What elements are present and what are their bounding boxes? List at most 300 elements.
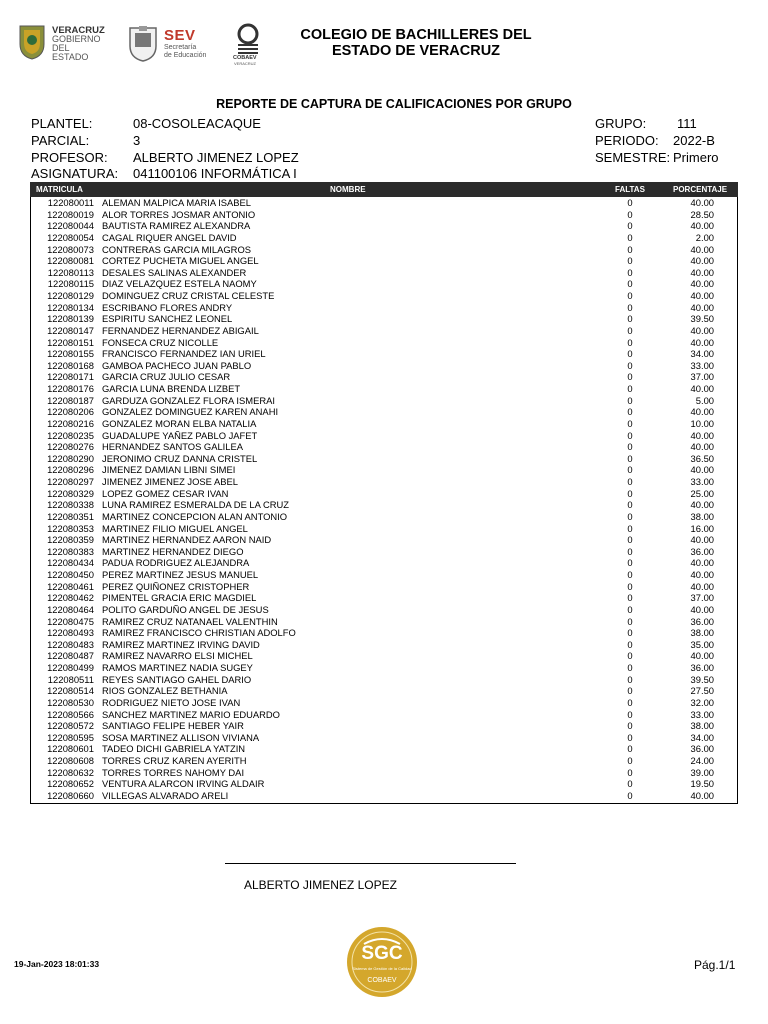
cell-porcentaje: 40.00 xyxy=(690,557,714,569)
sev-subtitle xyxy=(164,44,206,60)
table-row xyxy=(30,778,738,790)
cell-matricula: 122080351 xyxy=(47,510,94,522)
table-row xyxy=(30,685,738,697)
cell-matricula: 122080483 xyxy=(47,638,94,650)
cell-nombre: RAMIREZ MARTINEZ IRVING DAVID xyxy=(102,638,260,650)
cell-matricula: 122080359 xyxy=(47,534,94,546)
cell-matricula: 122080176 xyxy=(47,383,94,394)
cell-faltas: 0 xyxy=(627,266,633,278)
asignatura-label: ASIGNATURA: xyxy=(31,166,119,181)
cell-faltas: 0 xyxy=(627,441,633,453)
table-row xyxy=(30,662,738,674)
cell-faltas: 0 xyxy=(627,278,633,290)
cell-porcentaje: 27.50 xyxy=(690,685,714,697)
cell-porcentaje: 38.00 xyxy=(690,720,714,732)
header-faltas: FALTAS xyxy=(615,185,645,194)
cell-faltas: 0 xyxy=(627,627,633,639)
cell-matricula: 122080129 xyxy=(47,290,94,301)
cell-porcentaje: 40.00 xyxy=(690,789,714,801)
cell-faltas: 0 xyxy=(627,220,633,232)
print-timestamp: 19-Jan-2023 18:01:33 xyxy=(14,959,100,969)
cell-porcentaje: 5.00 xyxy=(695,394,714,406)
cell-matricula: 122080572 xyxy=(47,720,94,732)
cell-faltas: 0 xyxy=(627,487,633,499)
cell-matricula: 122080464 xyxy=(47,603,94,615)
cell-matricula: 122080475 xyxy=(47,615,94,627)
table-row xyxy=(30,220,738,232)
cell-faltas: 0 xyxy=(627,545,633,557)
table-row xyxy=(30,767,738,779)
cell-faltas: 0 xyxy=(627,766,633,778)
table-row xyxy=(30,569,738,581)
cell-porcentaje: 37.00 xyxy=(690,371,714,383)
veracruz-government-logo xyxy=(18,22,106,66)
cell-porcentaje: 38.00 xyxy=(690,627,714,639)
cell-faltas: 0 xyxy=(627,743,633,755)
cell-matricula: 122080493 xyxy=(47,627,94,639)
cell-matricula: 122080487 xyxy=(47,650,94,662)
cell-faltas: 0 xyxy=(627,592,633,604)
cell-porcentaje: 40.00 xyxy=(690,220,714,232)
cell-faltas: 0 xyxy=(627,650,633,662)
profesor-label: PROFESOR: xyxy=(31,150,108,165)
cell-nombre: PADUA RODRIGUEZ ALEJANDRA xyxy=(102,557,250,569)
table-row xyxy=(30,197,738,209)
cell-porcentaje: 40.00 xyxy=(690,301,714,313)
table-row xyxy=(30,255,738,267)
cell-porcentaje: 16.00 xyxy=(690,522,714,534)
table-row xyxy=(30,383,738,395)
cell-nombre: GARCIA LUNA BRENDA LIZBET xyxy=(102,383,241,394)
cell-matricula: 122080461 xyxy=(47,580,94,592)
table-row xyxy=(30,732,738,744)
cell-nombre: GONZALEZ DOMINGUEZ KAREN ANAHI xyxy=(102,406,279,418)
cell-faltas: 0 xyxy=(627,417,633,429)
table-row xyxy=(30,209,738,221)
cell-nombre: VENTURA ALARCON IRVING ALDAIR xyxy=(102,778,265,790)
cell-matricula: 122080652 xyxy=(47,778,94,790)
cell-nombre: PIMENTEL GRACIA ERIC MAGDIEL xyxy=(102,592,257,604)
cell-faltas: 0 xyxy=(627,383,633,394)
cobaev-veracruz: VERACRUZ xyxy=(234,61,257,66)
table-row xyxy=(30,441,738,453)
cell-porcentaje: 36.00 xyxy=(690,743,714,755)
sev-name: SEV xyxy=(164,27,196,44)
cell-porcentaje: 33.00 xyxy=(690,708,714,720)
cell-porcentaje: 39.50 xyxy=(690,673,714,685)
asignatura-value: 041100106 INFORMÁTICA I xyxy=(133,166,297,181)
cell-nombre: GONZALEZ MORAN ELBA NATALIA xyxy=(102,417,257,429)
cell-matricula: 122080187 xyxy=(47,394,94,406)
cell-porcentaje: 33.00 xyxy=(690,476,714,487)
veracruz-text xyxy=(52,26,106,62)
sev-sub-line2: de Educación xyxy=(164,52,207,59)
cell-faltas: 0 xyxy=(627,522,633,534)
cell-nombre: ALEMAN MALPICA MARIA ISABEL xyxy=(102,197,252,208)
cell-nombre: VILLEGAS ALVARADO ARELI xyxy=(102,789,229,801)
cell-porcentaje: 34.00 xyxy=(690,731,714,743)
grades-table-header xyxy=(30,182,738,197)
table-row xyxy=(30,790,738,802)
cell-porcentaje: 40.00 xyxy=(690,243,714,255)
table-row xyxy=(30,534,738,546)
table-row xyxy=(30,650,738,662)
header-matricula: MATRICULA xyxy=(36,185,83,194)
cell-faltas: 0 xyxy=(627,638,633,650)
cell-porcentaje: 10.00 xyxy=(690,417,714,429)
table-row xyxy=(30,523,738,535)
cell-matricula: 122080329 xyxy=(47,487,94,499)
grades-table-body xyxy=(30,197,738,802)
cell-nombre: TORRES TORRES NAHOMY DAI xyxy=(102,766,245,778)
cell-faltas: 0 xyxy=(627,208,633,220)
cell-faltas: 0 xyxy=(627,452,633,464)
cell-matricula: 122080206 xyxy=(47,406,94,418)
cell-matricula: 122080054 xyxy=(47,231,94,243)
cell-porcentaje: 19.50 xyxy=(690,778,714,790)
cell-faltas: 0 xyxy=(627,348,633,360)
table-row xyxy=(30,348,738,360)
cell-matricula: 122080151 xyxy=(47,336,94,348)
cell-matricula: 122080081 xyxy=(47,255,94,267)
signature-line xyxy=(225,863,516,864)
sgc-quality-seal xyxy=(342,926,422,998)
grupo-value: 111 xyxy=(677,116,697,131)
cell-porcentaje: 34.00 xyxy=(690,348,714,360)
table-row xyxy=(30,488,738,500)
cell-faltas: 0 xyxy=(627,301,633,313)
cell-nombre: POLITO GARDUÑO ANGEL DE JESUS xyxy=(102,603,269,615)
cell-nombre: LOPEZ GOMEZ CESAR IVAN xyxy=(102,487,229,499)
cell-faltas: 0 xyxy=(627,673,633,685)
cell-faltas: 0 xyxy=(627,534,633,546)
cell-matricula: 122080276 xyxy=(47,441,94,453)
cell-faltas: 0 xyxy=(627,569,633,580)
cell-matricula: 122080434 xyxy=(47,557,94,569)
table-row xyxy=(30,546,738,558)
cell-faltas: 0 xyxy=(627,231,633,243)
cell-porcentaje: 40.00 xyxy=(690,534,714,546)
cell-porcentaje: 40.00 xyxy=(690,580,714,592)
table-row xyxy=(30,325,738,337)
cell-nombre: MARTINEZ CONCEPCION ALAN ANTONIO xyxy=(102,510,288,522)
cell-matricula: 122080514 xyxy=(47,685,94,697)
cell-matricula: 122080235 xyxy=(47,429,94,441)
cell-porcentaje: 37.00 xyxy=(690,592,714,604)
cell-porcentaje: 39.50 xyxy=(690,313,714,325)
table-row xyxy=(30,406,738,418)
cell-nombre: JIMENEZ JIMENEZ JOSE ABEL xyxy=(102,476,238,487)
cell-nombre: JIMENEZ DAMIAN LIBNI SIMEI xyxy=(102,464,236,476)
table-row xyxy=(30,453,738,465)
cell-porcentaje: 40.00 xyxy=(690,290,714,301)
table-row xyxy=(30,743,738,755)
table-row xyxy=(30,581,738,593)
cell-nombre: RAMIREZ CRUZ NATANAEL VALENTHIN xyxy=(102,615,278,627)
table-row xyxy=(30,592,738,604)
signature-name: ALBERTO JIMENEZ LOPEZ xyxy=(244,878,397,892)
cell-porcentaje: 24.00 xyxy=(690,755,714,766)
cell-matricula: 122080139 xyxy=(47,313,94,325)
cell-nombre: GAMBOA PACHECO JUAN PABLO xyxy=(102,359,252,371)
cell-nombre: PEREZ QUIÑONEZ CRISTOPHER xyxy=(102,580,250,592)
cell-matricula: 122080113 xyxy=(47,266,94,278)
cell-nombre: MARTINEZ HERNANDEZ AARON NAID xyxy=(102,534,272,546)
cell-matricula: 122080134 xyxy=(47,301,94,313)
cell-nombre: REYES SANTIAGO GAHEL DARIO xyxy=(102,673,252,685)
cell-nombre: JERONIMO CRUZ DANNA CRISTEL xyxy=(102,452,258,464)
cell-porcentaje: 38.00 xyxy=(690,510,714,522)
cell-faltas: 0 xyxy=(627,685,633,697)
cell-matricula: 122080073 xyxy=(47,243,94,255)
cell-nombre: FRANCISCO FERNANDEZ IAN URIEL xyxy=(102,348,266,360)
cell-matricula: 122080462 xyxy=(47,592,94,604)
table-row xyxy=(30,674,738,686)
sgc-main: SGC xyxy=(361,943,403,964)
cell-faltas: 0 xyxy=(627,243,633,255)
cell-nombre: DESALES SALINAS ALEXANDER xyxy=(102,266,247,278)
cell-nombre: RAMOS MARTINEZ NADIA SUGEY xyxy=(102,662,253,673)
cell-porcentaje: 2.00 xyxy=(695,231,714,243)
institution-title xyxy=(260,27,572,59)
cell-faltas: 0 xyxy=(627,429,633,441)
cell-porcentaje: 36.00 xyxy=(690,545,714,557)
cell-matricula: 122080450 xyxy=(47,569,94,580)
cell-matricula: 122080511 xyxy=(47,673,94,685)
parcial-value: 3 xyxy=(133,133,141,148)
table-row xyxy=(30,720,738,732)
cell-nombre: SANCHEZ MARTINEZ MARIO EDUARDO xyxy=(102,708,280,720)
cell-matricula: 122080296 xyxy=(47,464,94,476)
cell-porcentaje: 40.00 xyxy=(690,324,714,336)
table-row xyxy=(30,244,738,256)
cell-matricula: 122080011 xyxy=(47,197,94,208)
cell-nombre: GARDUZA GONZALEZ FLORA ISMERAI xyxy=(102,394,275,406)
table-row xyxy=(30,709,738,721)
cell-matricula: 122080155 xyxy=(47,348,94,360)
cell-matricula: 122080297 xyxy=(47,476,94,487)
cell-nombre: CAGAL RIQUER ANGEL DAVID xyxy=(102,231,237,243)
cell-porcentaje: 40.00 xyxy=(690,278,714,290)
cell-matricula: 122080019 xyxy=(47,208,94,220)
sgc-sub: Sistema de Gestión de la Calidad xyxy=(352,966,412,971)
cell-porcentaje: 40.00 xyxy=(690,406,714,418)
cell-faltas: 0 xyxy=(627,313,633,325)
table-row xyxy=(30,395,738,407)
cell-faltas: 0 xyxy=(627,615,633,627)
cell-matricula: 122080115 xyxy=(47,278,94,290)
cell-nombre: HERNANDEZ SANTOS GALILEA xyxy=(102,441,244,453)
plantel-label: PLANTEL: xyxy=(31,116,93,131)
cell-matricula: 122080171 xyxy=(47,371,94,383)
cell-matricula: 122080566 xyxy=(47,708,94,720)
cell-matricula: 122080353 xyxy=(47,522,94,534)
cell-faltas: 0 xyxy=(627,662,633,673)
page-number: Pág.1/1 xyxy=(694,958,736,972)
table-row xyxy=(30,476,738,488)
cell-nombre: CORTEZ PUCHETA MIGUEL ANGEL xyxy=(102,255,259,267)
cell-nombre: GUADALUPE YAÑEZ PABLO JAFET xyxy=(102,429,258,441)
cell-nombre: SOSA MARTINEZ ALLISON VIVIANA xyxy=(102,731,260,743)
table-row xyxy=(30,313,738,325)
table-row xyxy=(30,557,738,569)
cell-faltas: 0 xyxy=(627,197,633,208)
table-row xyxy=(30,755,738,767)
cell-porcentaje: 40.00 xyxy=(690,383,714,394)
cell-nombre: PEREZ MARTINEZ JESUS MANUEL xyxy=(102,569,259,580)
cell-nombre: BAUTISTA RAMIREZ ALEXANDRA xyxy=(102,220,251,232)
cell-porcentaje: 40.00 xyxy=(690,441,714,453)
cell-nombre: RAMIREZ FRANCISCO CHRISTIAN ADOLFO xyxy=(102,627,296,639)
sev-logo xyxy=(128,24,218,64)
cell-faltas: 0 xyxy=(627,755,633,766)
veracruz-name: VERACRUZ xyxy=(52,25,105,36)
cell-faltas: 0 xyxy=(627,464,633,476)
cell-porcentaje: 25.00 xyxy=(690,487,714,499)
sev-sub-line1: Secretaría xyxy=(164,44,197,51)
cell-faltas: 0 xyxy=(627,510,633,522)
cell-nombre: ALOR TORRES JOSMAR ANTONIO xyxy=(102,208,256,220)
cell-nombre: FERNANDEZ HERNANDEZ ABIGAIL xyxy=(102,324,259,336)
table-row xyxy=(30,697,738,709)
cell-porcentaje: 40.00 xyxy=(690,255,714,267)
cell-faltas: 0 xyxy=(627,290,633,301)
cell-faltas: 0 xyxy=(627,778,633,790)
cell-porcentaje: 33.00 xyxy=(690,359,714,371)
semestre-label: SEMESTRE: xyxy=(595,150,671,165)
table-row xyxy=(30,337,738,349)
cell-faltas: 0 xyxy=(627,336,633,348)
table-row xyxy=(30,499,738,511)
cell-faltas: 0 xyxy=(627,394,633,406)
cell-nombre: ESCRIBANO FLORES ANDRY xyxy=(102,301,233,313)
table-row xyxy=(30,430,738,442)
cell-porcentaje: 40.00 xyxy=(690,499,714,511)
cell-nombre: ESPIRITU SANCHEZ LEONEL xyxy=(102,313,233,325)
table-row xyxy=(30,371,738,383)
cell-nombre: CONTRERAS GARCIA MILAGROS xyxy=(102,243,251,255)
veracruz-gobierno: GOBIERNO xyxy=(52,34,101,44)
institution-line2: ESTADO DE VERACRUZ xyxy=(331,43,501,59)
table-row xyxy=(30,464,738,476)
cell-porcentaje: 40.00 xyxy=(690,650,714,662)
table-row xyxy=(30,278,738,290)
cell-nombre: TORRES CRUZ KAREN AYERITH xyxy=(102,755,247,766)
periodo-label: PERIODO: xyxy=(595,133,659,148)
cell-faltas: 0 xyxy=(627,708,633,720)
cell-matricula: 122080595 xyxy=(47,731,94,743)
header-porcentaje: PORCENTAJE xyxy=(673,185,728,194)
cell-porcentaje: 40.00 xyxy=(690,429,714,441)
cell-nombre: RIOS GONZALEZ BETHANIA xyxy=(102,685,228,697)
plantel-value: 08-COSOLEACAQUE xyxy=(133,116,261,131)
cell-matricula: 122080608 xyxy=(47,755,94,766)
cell-porcentaje: 40.00 xyxy=(690,266,714,278)
cell-porcentaje: 36.00 xyxy=(690,615,714,627)
cell-matricula: 122080147 xyxy=(47,324,94,336)
table-row xyxy=(30,302,738,314)
cell-matricula: 122080601 xyxy=(47,743,94,755)
cell-porcentaje: 39.00 xyxy=(690,766,714,778)
cell-porcentaje: 40.00 xyxy=(690,197,714,208)
veracruz-estado: DEL ESTADO xyxy=(52,43,89,62)
table-row xyxy=(30,604,738,616)
semestre-value: Primero xyxy=(673,150,719,165)
table-row xyxy=(30,418,738,430)
cell-matricula: 122080660 xyxy=(47,789,94,801)
cell-porcentaje: 40.00 xyxy=(690,603,714,615)
table-row xyxy=(30,232,738,244)
grupo-label: GRUPO: xyxy=(595,116,647,131)
cell-nombre: RODRIGUEZ NIETO JOSE IVAN xyxy=(102,696,241,708)
cell-faltas: 0 xyxy=(627,406,633,418)
institution-line1: COLEGIO DE BACHILLERES DEL xyxy=(300,27,532,43)
parcial-label: PARCIAL: xyxy=(31,133,90,148)
cell-nombre: RAMIREZ NAVARRO ELSI MICHEL xyxy=(102,650,253,662)
profesor-value: ALBERTO JIMENEZ LOPEZ xyxy=(133,150,299,165)
cell-matricula: 122080383 xyxy=(47,545,94,557)
cell-nombre: LUNA RAMIREZ ESMERALDA DE LA CRUZ xyxy=(102,499,290,511)
cell-nombre: FONSECA CRUZ NICOLLE xyxy=(102,336,219,348)
cell-matricula: 122080290 xyxy=(47,452,94,464)
cell-faltas: 0 xyxy=(627,580,633,592)
table-row xyxy=(30,267,738,279)
cobaev-name: COBAEV xyxy=(233,55,257,61)
cell-porcentaje: 40.00 xyxy=(690,569,714,580)
cell-porcentaje: 40.00 xyxy=(690,464,714,476)
cell-porcentaje: 36.00 xyxy=(690,662,714,673)
table-row xyxy=(30,639,738,651)
cell-matricula: 122080338 xyxy=(47,499,94,511)
table-row xyxy=(30,360,738,372)
cell-porcentaje: 35.00 xyxy=(690,638,714,650)
cell-nombre: SANTIAGO FELIPE HEBER YAIR xyxy=(102,720,244,732)
table-row xyxy=(30,511,738,523)
cell-porcentaje: 28.50 xyxy=(690,208,714,220)
report-title: REPORTE DE CAPTURA DE CALIFICACIONES POR GRUPO xyxy=(216,97,572,111)
cell-nombre: MARTINEZ FILIO MIGUEL ANGEL xyxy=(102,522,248,534)
cell-faltas: 0 xyxy=(627,359,633,371)
cell-matricula: 122080216 xyxy=(47,417,94,429)
cell-faltas: 0 xyxy=(627,557,633,569)
table-row xyxy=(30,290,738,302)
cell-faltas: 0 xyxy=(627,476,633,487)
cell-nombre: DIAZ VELAZQUEZ ESTELA NAOMY xyxy=(102,278,257,290)
cell-faltas: 0 xyxy=(627,371,633,383)
cell-faltas: 0 xyxy=(627,324,633,336)
cell-matricula: 122080530 xyxy=(47,696,94,708)
veracruz-shield-icon xyxy=(18,24,46,60)
sgc-org: COBAEV xyxy=(367,977,397,984)
cell-porcentaje: 36.50 xyxy=(690,452,714,464)
cell-faltas: 0 xyxy=(627,720,633,732)
sev-shield-icon xyxy=(128,24,158,62)
cell-faltas: 0 xyxy=(627,255,633,267)
table-row xyxy=(30,616,738,628)
cell-matricula: 122080168 xyxy=(47,359,94,371)
cell-matricula: 122080632 xyxy=(47,766,94,778)
cell-faltas: 0 xyxy=(627,499,633,511)
periodo-value: 2022-B xyxy=(673,133,715,148)
cell-nombre: DOMINGUEZ CRUZ CRISTAL CELESTE xyxy=(102,290,275,301)
cell-nombre: GARCIA CRUZ JULIO CESAR xyxy=(102,371,231,383)
cell-faltas: 0 xyxy=(627,789,633,801)
header-nombre: NOMBRE xyxy=(330,185,366,194)
cell-matricula: 122080044 xyxy=(47,220,94,232)
cell-nombre: MARTINEZ HERNANDEZ DIEGO xyxy=(102,545,244,557)
cell-faltas: 0 xyxy=(627,603,633,615)
cell-matricula: 122080499 xyxy=(47,662,94,673)
